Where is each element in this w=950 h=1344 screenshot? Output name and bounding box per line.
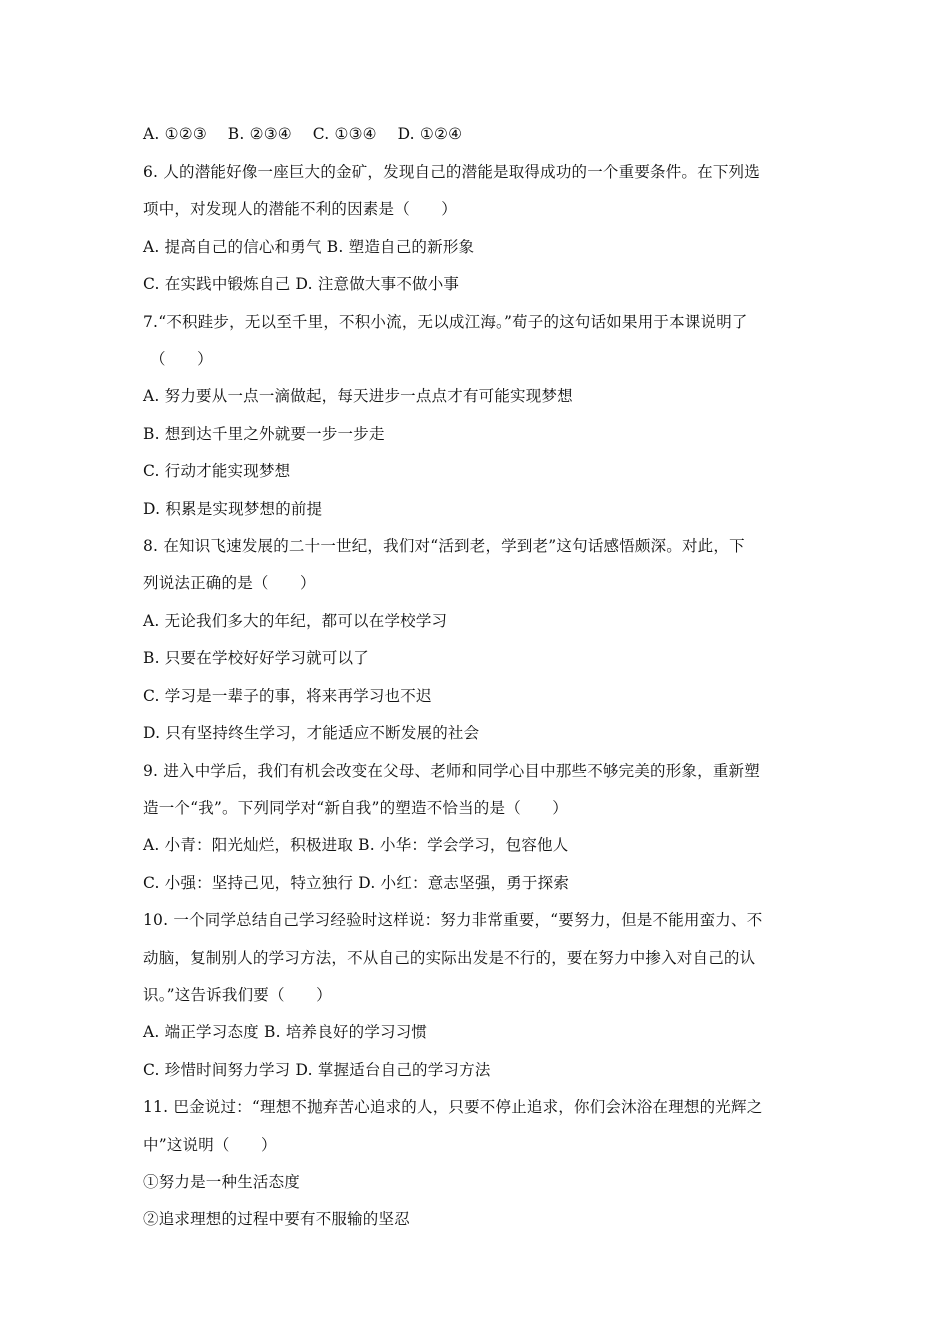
q7-option-a: A. 努力要从一点一滴做起，每天进步一点点才有可能实现梦想 (143, 387, 573, 405)
q6-options-ab: A. 提高自己的信心和勇气 B. 塑造自己的新形象 (143, 238, 475, 256)
q11-statement-1: ①努力是一种生活态度 (143, 1173, 301, 1191)
q7-stem-line1: 7.“不积跬步，无以至千里，不积小流，无以成江海。”荀子的这句话如果用于本课说明了 (143, 313, 748, 331)
q8-option-d: D. 只有坚持终生学习，才能适应不断发展的社会 (143, 724, 480, 742)
q11-statement-2: ②追求理想的过程中要有不服输的坚忍 (143, 1210, 410, 1228)
q10-options-ab: A. 端正学习态度 B. 培养良好的学习习惯 (143, 1023, 428, 1041)
q6-stem-line2: 项中，对发现人的潜能不利的因素是（ ） (143, 200, 458, 218)
q7-stem-line2: （ ） (150, 350, 213, 368)
q10-stem-line1: 10. 一个同学总结自己学习经验时这样说：努力非常重要，“要努力，但是不能用蛮力、不 (143, 911, 763, 929)
q8-option-a: A. 无论我们多大的年纪，都可以在学校学习 (143, 612, 448, 630)
q6-options-cd: C. 在实践中锻炼自己 D. 注意做大事不做小事 (143, 275, 460, 293)
q11-stem-line2: 中”这说明（ ） (143, 1136, 277, 1154)
q8-option-b: B. 只要在学校好好学习就可以了 (143, 649, 369, 667)
q8-stem-line1: 8. 在知识飞速发展的二十一世纪，我们对“活到老，学到老”这句话感悟颇深。对此，下 (143, 537, 745, 555)
q9-stem-line1: 9. 进入中学后，我们有机会改变在父母、老师和同学心目中那些不够完美的形象，重新塑 (143, 762, 760, 780)
q11-stem-line1: 11. 巴金说过：“理想不抛弃苦心追求的人，只要不停止追求，你们会沐浴在理想的光辉之 (143, 1098, 763, 1116)
q8-option-c: C. 学习是一辈子的事，将来再学习也不迟 (143, 687, 432, 705)
q7-option-d: D. 积累是实现梦想的前提 (143, 500, 323, 518)
q10-stem-line2: 动脑，复制别人的学习方法，不从自己的实际出发是不行的，要在努力中掺入对自己的认 (143, 949, 756, 967)
q7-option-c: C. 行动才能实现梦想 (143, 462, 291, 480)
q8-stem-line2: 列说法正确的是（ ） (143, 574, 316, 592)
q10-stem-line3: 识。”这告诉我们要（ ） (143, 986, 332, 1004)
q9-stem-line2: 造一个“我”。下列同学对“新自我”的塑造不恰当的是（ ） (143, 799, 568, 817)
q9-options-cd: C. 小强：坚持己见，特立独行 D. 小红：意志坚强，勇于探索 (143, 874, 570, 892)
q6-stem-line1: 6. 人的潜能好像一座巨大的金矿，发现自己的潜能是取得成功的一个重要条件。在下列选 (143, 163, 760, 181)
q7-option-b: B. 想到达千里之外就要一步一步走 (143, 425, 385, 443)
q10-options-cd: C. 珍惜时间努力学习 D. 掌握适台自己的学习方法 (143, 1061, 491, 1079)
q5-options: A. ①②③ B. ②③④ C. ①③④ D. ①②④ (143, 125, 463, 143)
q9-options-ab: A. 小青：阳光灿烂，积极进取 B. 小华：学会学习，包容他人 (143, 836, 569, 854)
